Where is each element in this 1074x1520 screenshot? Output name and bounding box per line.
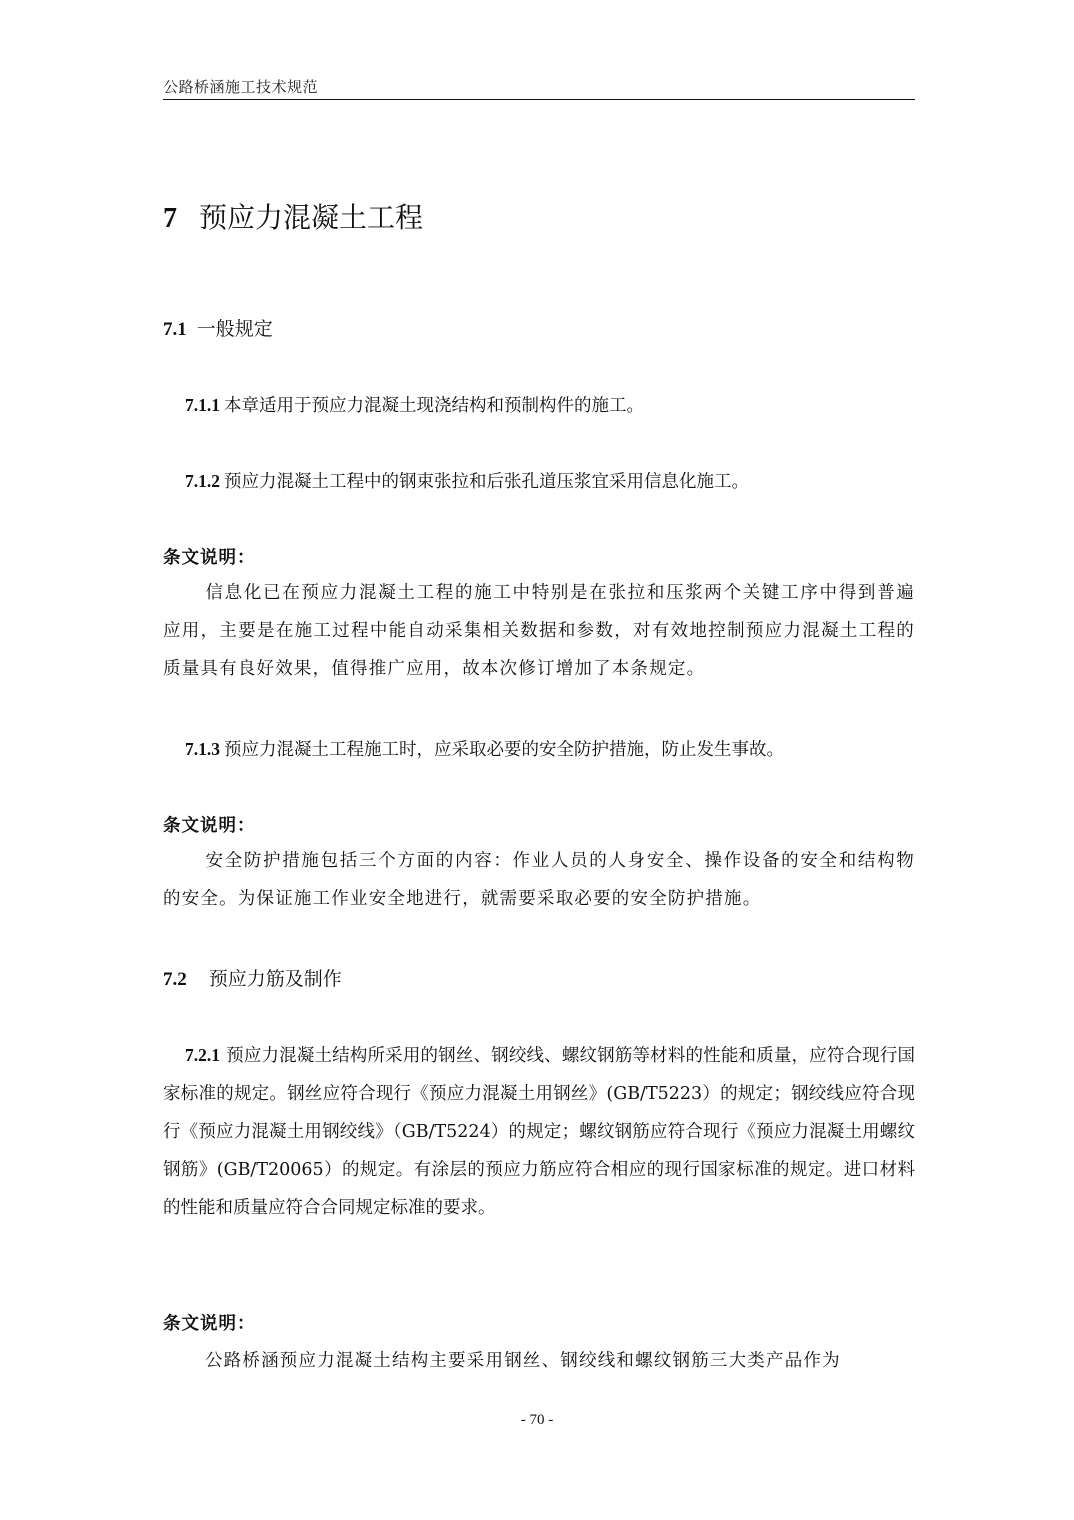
clause-text: 预应力混凝土结构所采用的钢丝、钢绞线、螺纹钢筋等材料的性能和质量，应符合现行国家标准的规定。钢丝应符合现行《预应力混凝土用钢丝》(GB/T5223）的规定；钢绞线应符合现行《预应力混凝土用钢绞线》（GB/T5224）的规定；螺纹钢筋应符合现行《预应力混凝土用螺纹钢筋》(GB/T20065）的规定。有涂层的预应力筋应符合相应的现行国家标准的规定。进口材料的性能和质量应符合合同规定标准的要求。 (163, 1046, 915, 1218)
clause-number: 7.1.2 (185, 471, 220, 491)
section-number: 7.2 (163, 969, 187, 990)
header-rule (163, 99, 915, 100)
explanation-7-1-2 (163, 574, 915, 688)
clause-number: 7.1.1 (185, 395, 220, 415)
clause-7-1-1 (185, 392, 644, 417)
section-heading-7-2 (163, 964, 342, 991)
running-header: 公路桥涵施工技术规范 (163, 78, 319, 96)
chapter-title: 预应力混凝土工程 (199, 201, 424, 234)
clause-number: 7.1.3 (185, 739, 220, 759)
explanation-label: 条文说明： (163, 548, 256, 568)
clause-text: 预应力混凝土工程施工时，应采取必要的安全防护措施，防止发生事故。 (224, 740, 784, 760)
explanation-7-2-1 (163, 1342, 915, 1380)
chapter-number: 7 (163, 203, 177, 234)
explanation-text: 公路桥涵预应力混凝土结构主要采用钢丝、钢绞线和螺纹钢筋三大类产品作为 (205, 1351, 841, 1371)
explanation-text: 安全防护措施包括三个方面的内容：作业人员的人身安全、操作设备的安全和结构物的安全。为保证施工作业安全地进行，就需要采取必要的安全防护措施。 (163, 851, 915, 909)
clause-text: 本章适用于预应力混凝土现浇结构和预制构件的施工。 (224, 396, 644, 416)
page-number: - 70 - (520, 1412, 554, 1428)
explanation-7-1-3 (163, 842, 915, 918)
explanation-text: 信息化已在预应力混凝土工程的施工中特别是在张拉和压浆两个关键工序中得到普遍应用，主要是在施工过程中能自动采集相关数据和参数，对有效地控制预应力混凝土工程的质量具有良好效果，值得推广应用，故本次修订增加了本条规定。 (163, 583, 915, 679)
clause-7-1-3 (185, 736, 784, 761)
clause-text: 预应力混凝土工程中的钢束张拉和后张孔道压浆宜采用信息化施工。 (224, 472, 749, 492)
section-title: 一般规定 (196, 318, 273, 340)
explanation-label: 条文说明： (163, 816, 256, 836)
section-heading-7-1 (163, 314, 273, 341)
section-title: 预应力筋及制作 (208, 968, 342, 990)
clause-7-2-1 (163, 1036, 915, 1227)
clause-number: 7.2.1 (185, 1045, 220, 1065)
section-number: 7.1 (163, 319, 187, 340)
clause-7-1-2 (185, 468, 749, 493)
chapter-heading (163, 196, 423, 236)
explanation-label: 条文说明： (163, 1314, 256, 1334)
